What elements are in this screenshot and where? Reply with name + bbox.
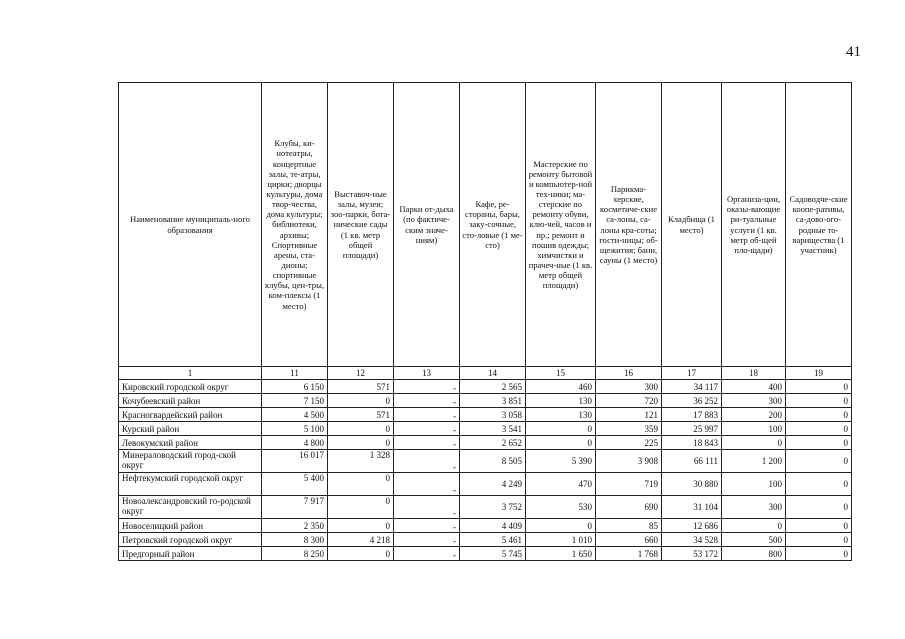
table-cell: 18 843: [662, 436, 722, 450]
table-cell: 5 461: [460, 533, 526, 547]
table-cell: 0: [786, 547, 852, 561]
table-cell: 100: [722, 422, 786, 436]
column-header: Организа-ции, оказы-вающие ри-туальные услуги (1 кв. метр об-щей пло-щади): [722, 83, 786, 367]
table-cell: 5 100: [262, 422, 328, 436]
table-cell: 36 252: [662, 394, 722, 408]
table-cell: 0: [328, 436, 394, 450]
table-cell: 2 652: [460, 436, 526, 450]
table-cell: 66 111: [662, 450, 722, 473]
table-cell: 470: [526, 473, 596, 496]
column-header: Мастерские по ремонту бытовой и компьютер-ной тех-ники; ма-стерские по ремонту обуви, клю-чей, часов и пр.; ремонт и пошив одежды; химчистки и прачеч-ные (1 кв. метр общей площади): [526, 83, 596, 367]
table-row: [119, 380, 852, 394]
table-cell: -: [394, 422, 460, 436]
table-cell: 5 390: [526, 450, 596, 473]
table-cell: -: [394, 496, 460, 519]
column-header: Парки от-дыха (по фактиче-ским значе-ниям): [394, 83, 460, 367]
table-cell: -: [394, 473, 460, 496]
table-row: [119, 547, 852, 561]
table-row: [119, 450, 852, 473]
table-cell: 0: [526, 436, 596, 450]
table-cell: 130: [526, 394, 596, 408]
municipality-name: Кочубеевский район: [119, 394, 262, 408]
municipality-name: Петровский городской округ: [119, 533, 262, 547]
column-header: Выставоч-ные залы, музеи; зоо-парки, бота-нические сады (1 кв. метр общей площади): [328, 83, 394, 367]
table-cell: 500: [722, 533, 786, 547]
municipality-name: Красногвардейский район: [119, 408, 262, 422]
table-cell: 300: [722, 394, 786, 408]
column-number: 12: [328, 367, 394, 380]
municipality-name: Предгорный район: [119, 547, 262, 561]
column-header: Кафе, ре-стораны, бары, заку-сочные, сто-ловые (1 ме-сто): [460, 83, 526, 367]
table-row: [119, 519, 852, 533]
table-cell: 4 249: [460, 473, 526, 496]
table-cell: -: [394, 547, 460, 561]
table-cell: 0: [786, 519, 852, 533]
table-cell: 0: [328, 394, 394, 408]
table-cell: 0: [526, 519, 596, 533]
table-cell: 571: [328, 408, 394, 422]
table-cell: 3 541: [460, 422, 526, 436]
table-cell: -: [394, 394, 460, 408]
table-cell: 0: [328, 422, 394, 436]
table-cell: 5 745: [460, 547, 526, 561]
table-cell: 0: [328, 547, 394, 561]
municipality-name: Левокумский район: [119, 436, 262, 450]
page-number: 41: [846, 44, 861, 60]
table-row: [119, 533, 852, 547]
column-number-row: [119, 367, 852, 380]
table-cell: 2 565: [460, 380, 526, 394]
column-number: 19: [786, 367, 852, 380]
table-cell: 34 117: [662, 380, 722, 394]
table-cell: 0: [328, 519, 394, 533]
table-row: [119, 436, 852, 450]
table-cell: 0: [786, 473, 852, 496]
table-cell: -: [394, 533, 460, 547]
column-number: 1: [119, 367, 262, 380]
table-cell: 31 104: [662, 496, 722, 519]
table-cell: 4 409: [460, 519, 526, 533]
table-cell: 1 650: [526, 547, 596, 561]
table-cell: 0: [786, 422, 852, 436]
table-cell: 0: [722, 436, 786, 450]
table-row: [119, 473, 852, 496]
column-header: Наименование муниципаль-ного образования: [119, 83, 262, 367]
table-cell: 0: [786, 533, 852, 547]
column-number: 11: [262, 367, 328, 380]
table-cell: 3 752: [460, 496, 526, 519]
table-cell: 8 250: [262, 547, 328, 561]
table-cell: 30 880: [662, 473, 722, 496]
municipality-name: Новоселицкий район: [119, 519, 262, 533]
municipality-name: Кировский городской округ: [119, 380, 262, 394]
table-cell: 0: [526, 422, 596, 436]
table-cell: -: [394, 519, 460, 533]
column-header: Садоводче-ские коопе-ративы, са-дово-ого-родные то-варищества (1 участник): [786, 83, 852, 367]
header-row: [119, 83, 852, 367]
table-cell: 1 768: [596, 547, 662, 561]
table-cell: 359: [596, 422, 662, 436]
table-cell: 0: [786, 436, 852, 450]
table-cell: 130: [526, 408, 596, 422]
municipality-name: Нефтекумский городской округ: [119, 473, 262, 496]
table-cell: 720: [596, 394, 662, 408]
table-cell: 4 218: [328, 533, 394, 547]
table-row: [119, 394, 852, 408]
table-cell: 12 686: [662, 519, 722, 533]
table-cell: 8 505: [460, 450, 526, 473]
table-cell: 300: [722, 496, 786, 519]
municipality-name: Минераловодский город-ской округ: [119, 450, 262, 473]
table-cell: 17 883: [662, 408, 722, 422]
table-cell: 571: [328, 380, 394, 394]
table-row: [119, 408, 852, 422]
table-cell: 1 010: [526, 533, 596, 547]
table-cell: 34 528: [662, 533, 722, 547]
table-cell: -: [394, 408, 460, 422]
table-cell: -: [394, 436, 460, 450]
table-cell: 800: [722, 547, 786, 561]
table-cell: 0: [786, 408, 852, 422]
table-cell: 8 300: [262, 533, 328, 547]
table-cell: 0: [786, 394, 852, 408]
table-cell: 0: [328, 473, 394, 496]
table-cell: 0: [722, 519, 786, 533]
table-cell: 7 917: [262, 496, 328, 519]
table-cell: 2 350: [262, 519, 328, 533]
table-cell: 6 150: [262, 380, 328, 394]
column-number: 18: [722, 367, 786, 380]
table-cell: 5 400: [262, 473, 328, 496]
table-cell: 4 500: [262, 408, 328, 422]
table-cell: 530: [526, 496, 596, 519]
table-cell: 200: [722, 408, 786, 422]
column-number: 16: [596, 367, 662, 380]
table-cell: -: [394, 380, 460, 394]
table-cell: 0: [786, 496, 852, 519]
table-cell: -: [394, 450, 460, 473]
column-number: 17: [662, 367, 722, 380]
column-number: 14: [460, 367, 526, 380]
table-cell: 225: [596, 436, 662, 450]
column-number: 15: [526, 367, 596, 380]
table-cell: 16 017: [262, 450, 328, 473]
table-cell: 400: [722, 380, 786, 394]
column-header: Клубы, ки-нотеатры, концертные залы, те-атры, цирки; дворцы культуры, дома твор-чества, дома культуры; библиотеки, архивы; Спортивные арены, ста-дионы; спортивные клубы, цен-тры, ком-плексы (1 место): [262, 83, 328, 367]
table-cell: 4 800: [262, 436, 328, 450]
table-cell: 53 172: [662, 547, 722, 561]
column-number: 13: [394, 367, 460, 380]
table-cell: 460: [526, 380, 596, 394]
table-cell: 3 908: [596, 450, 662, 473]
table-row: [119, 496, 852, 519]
municipality-name: Курский район: [119, 422, 262, 436]
table-cell: 3 058: [460, 408, 526, 422]
data-table: [118, 82, 852, 561]
table-cell: 25 997: [662, 422, 722, 436]
table-cell: 690: [596, 496, 662, 519]
table-cell: 121: [596, 408, 662, 422]
municipality-name: Новоалександровский го-родской округ: [119, 496, 262, 519]
table-cell: 660: [596, 533, 662, 547]
column-header: Парикма-херские, косметиче-ские са-лоны, са-лоны кра-соты; гости-ницы; об-щежития; бани, сауны (1 место): [596, 83, 662, 367]
table-cell: 0: [328, 496, 394, 519]
table-cell: 3 851: [460, 394, 526, 408]
table-cell: 7 150: [262, 394, 328, 408]
table-cell: 100: [722, 473, 786, 496]
table-cell: 0: [786, 380, 852, 394]
table-cell: 300: [596, 380, 662, 394]
table-cell: 0: [786, 450, 852, 473]
table-cell: 719: [596, 473, 662, 496]
column-header: Кладбища (1 место): [662, 83, 722, 367]
table-cell: 85: [596, 519, 662, 533]
table-cell: 1 328: [328, 450, 394, 473]
table-cell: 1 200: [722, 450, 786, 473]
table-row: [119, 422, 852, 436]
